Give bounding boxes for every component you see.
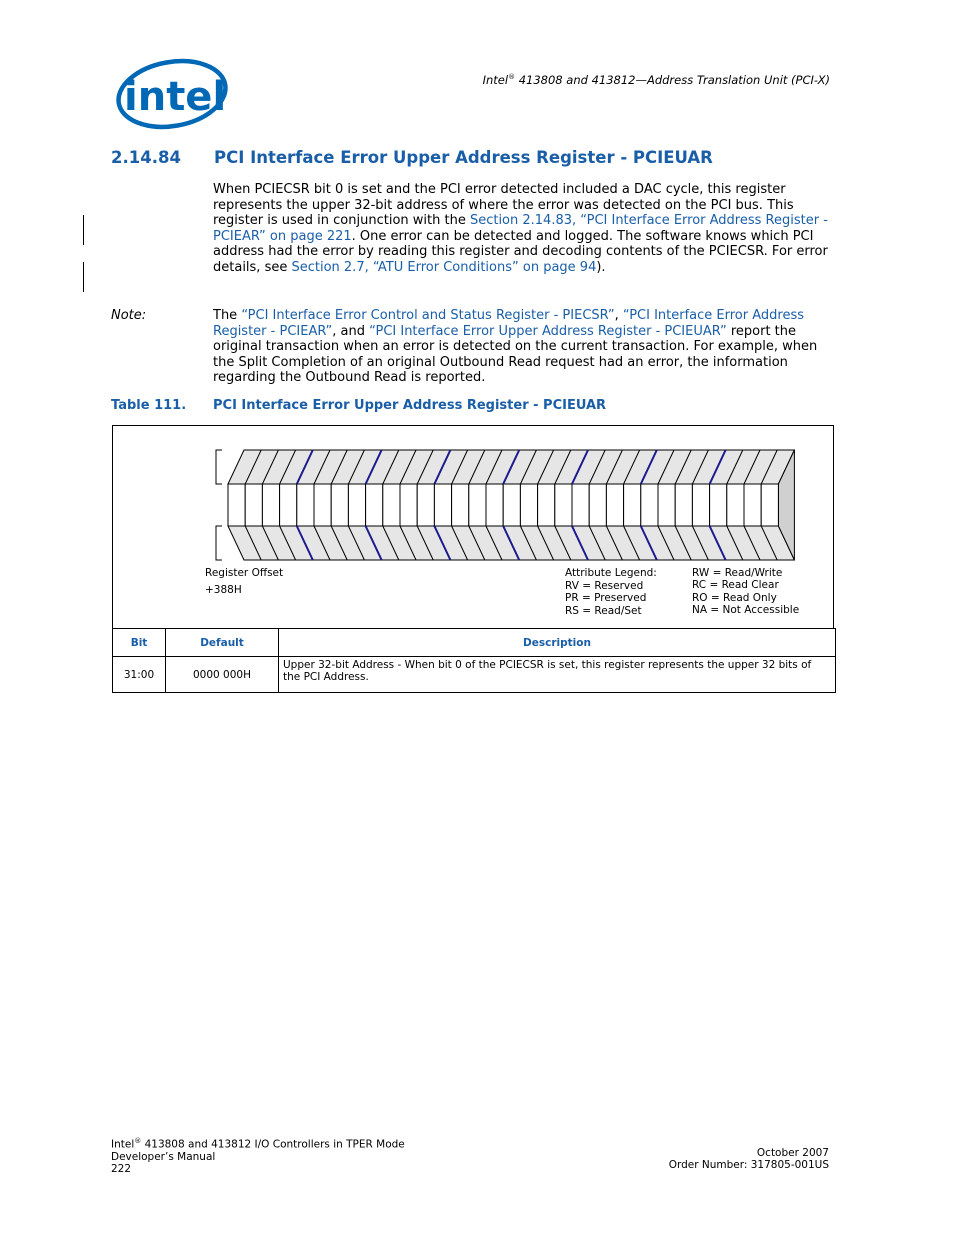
- lower-bracket: [216, 526, 222, 560]
- bit-cell: [744, 484, 761, 526]
- legend-entry: RC = Read Clear: [692, 579, 779, 592]
- bit-cell: [692, 484, 709, 526]
- change-bar: [83, 215, 84, 245]
- bit-cell: [228, 484, 245, 526]
- bit-cell: [555, 484, 572, 526]
- bit-cell: [262, 484, 279, 526]
- bit-cell: [486, 484, 503, 526]
- cell-default: 0000 000H: [166, 657, 279, 693]
- attribute-legend-title: Attribute Legend:: [565, 567, 657, 579]
- section-heading: PCI Interface Error Upper Address Register - PCIEUAR: [214, 148, 713, 167]
- table-header-row: [113, 629, 836, 657]
- bit-cell: [624, 484, 641, 526]
- legend-entry: RS = Read/Set: [565, 604, 642, 617]
- link-pcieuar[interactable]: “PCI Interface Error Upper Address Register - PCIEUAR”: [369, 323, 727, 339]
- bit-cell: [297, 484, 314, 526]
- bit-cell: [761, 484, 778, 526]
- legend-entry: NA = Not Accessible: [692, 603, 800, 616]
- register-offset-label: Register Offset: [205, 567, 284, 579]
- legend-entry: RO = Read Only: [692, 591, 777, 604]
- bit-cell: [400, 484, 417, 526]
- bit-cell: [658, 484, 675, 526]
- register-field-table: [112, 628, 836, 693]
- bit-cell: [469, 484, 486, 526]
- bit-cell: [727, 484, 744, 526]
- bit-cell: [331, 484, 348, 526]
- footer-right: October 2007 Order Number: 317805-001US: [668, 1147, 829, 1172]
- body-paragraph: When PCIECSR bit 0 is set and the PCI error detected included a DAC cycle, this register represents the upper 32-bit address of where the error was detected on the PCI bus. This register is used in conjunction with the Section 2.14.83, “PCI Interface Error Address Register - PCIEAR” on page 221. One error can be detected and logged. The software knows which PCI address had the error by reading this register and decoding contents of the PCIECSR. For error details, see Section 2.7, “ATU Error Conditions” on page 94).: [213, 182, 828, 275]
- section-number: 2.14.84: [111, 148, 181, 167]
- legend-entry: RW = Read/Write: [692, 567, 783, 579]
- bit-cell: [710, 484, 727, 526]
- bit-cell: [348, 484, 365, 526]
- register-offset-value: +388H: [205, 584, 242, 596]
- bit-cell: [503, 484, 520, 526]
- upper-bracket: [216, 450, 222, 484]
- bit-cell: [641, 484, 658, 526]
- bit-cell: [314, 484, 331, 526]
- section-title: [111, 148, 713, 167]
- column-header-description: Description: [279, 629, 836, 657]
- table-row: [113, 657, 836, 693]
- bit-cell: [434, 484, 451, 526]
- bit-cell: [280, 484, 297, 526]
- section-link-2-7[interactable]: Section 2.7, “ATU Error Conditions” on page 94: [291, 259, 597, 275]
- bit-cell: [589, 484, 606, 526]
- link-piecsr[interactable]: “PCI Interface Error Control and Status Register - PIECSR”: [241, 308, 615, 323]
- bit-cell: [520, 484, 537, 526]
- cell-bit: 31:00: [113, 657, 166, 693]
- page-number: 222: [111, 1163, 132, 1176]
- bit-cell: [606, 484, 623, 526]
- table-caption: Table 111. PCI Interface Error Upper Address Register - PCIEUAR: [111, 398, 607, 413]
- running-header: Intel® 413808 and 413812—Address Translation Unit (PCI-X): [482, 73, 830, 87]
- section-link-2-14-83[interactable]: Section 2.14.83, “PCI Interface Error Address Register - PCIEAR” on page 221: [213, 213, 828, 244]
- change-bar: [83, 262, 84, 292]
- bit-cell: [383, 484, 400, 526]
- cell-description: Upper 32-bit Address - When bit 0 of the PCIECSR is set, this register represents the upper 32 bits of the PCI Address.: [279, 657, 836, 693]
- bit-cell: [417, 484, 434, 526]
- link-pciear[interactable]: “PCI Interface Error Address Register - PCIEAR”: [213, 308, 805, 339]
- legend-entry: PR = Preserved: [565, 592, 647, 605]
- attribute-legend-right: [692, 567, 799, 616]
- footer-left: Intel® 413808 and 413812 I/O Controllers in TPER Mode Developer’s Manual 222: [111, 1137, 405, 1176]
- bit-cell: [452, 484, 469, 526]
- note-label: Note:: [111, 308, 147, 323]
- column-header-bit: Bit: [113, 629, 166, 657]
- note-paragraph: The “PCI Interface Error Control and Status Register - PIECSR”, “PCI Interface Error Address Register - PCIEAR”, and “PCI Interface Error Upper Address Register - PCIEUAR” report the original transaction when an error is detected on the current transaction. For example, when the Split Completion of an original Outbound Read request had an error, the information regarding the Outbound Read is reported.: [213, 308, 818, 385]
- bit-cell: [572, 484, 589, 526]
- intel-logo: [110, 50, 228, 132]
- legend-entry: RV = Reserved: [565, 580, 644, 592]
- bit-cell: [245, 484, 262, 526]
- register-bit-diagram: [200, 446, 800, 564]
- bit-cell: [675, 484, 692, 526]
- bit-cell: [366, 484, 383, 526]
- svg-text:intel: intel: [124, 74, 227, 120]
- column-header-default: Default: [166, 629, 279, 657]
- bit-cell: [538, 484, 555, 526]
- attribute-legend-left: [565, 580, 646, 617]
